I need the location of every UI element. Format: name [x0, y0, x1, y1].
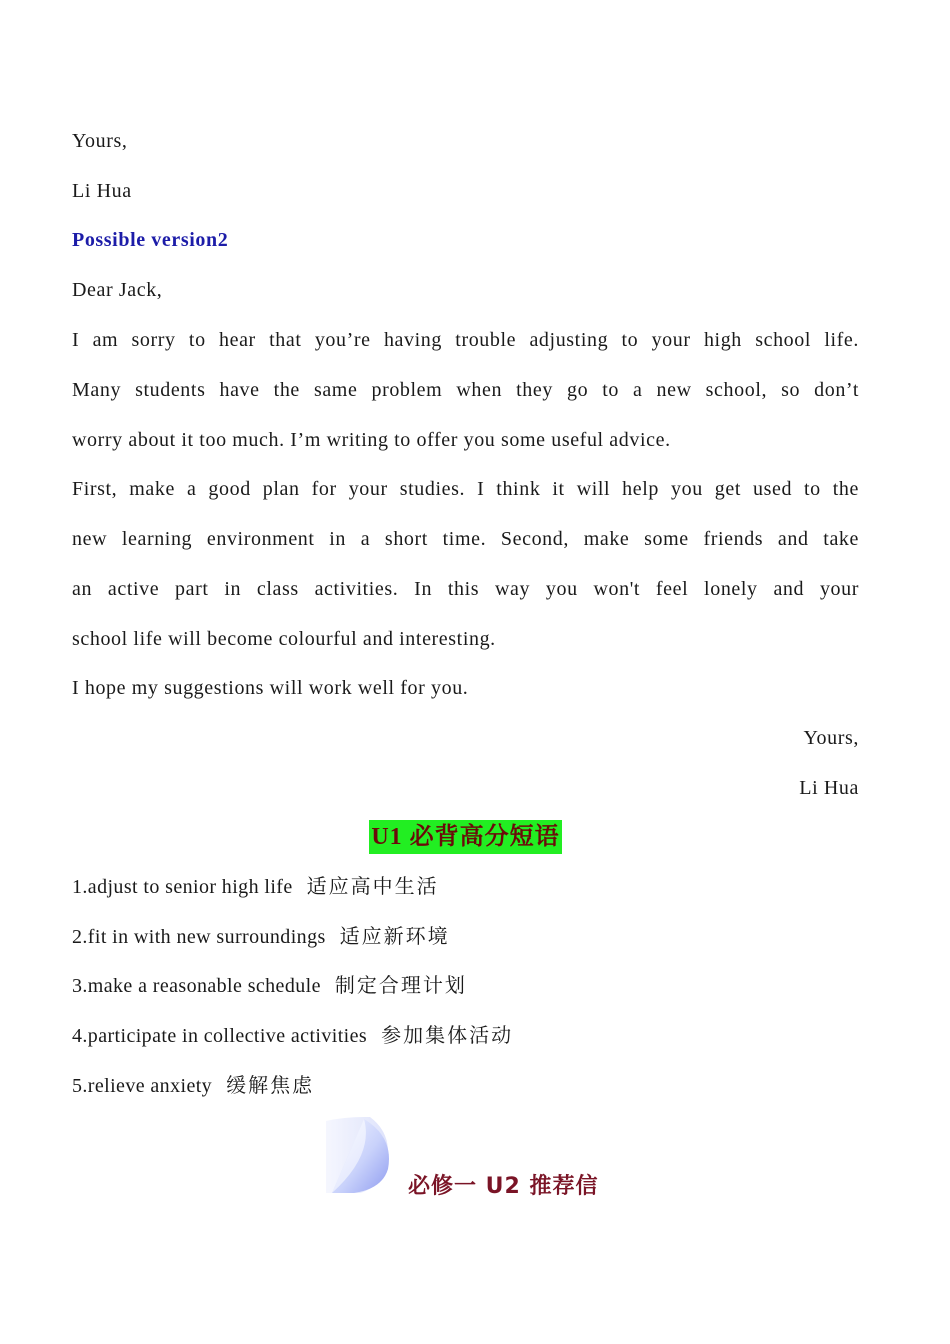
- letter-line: worry about it too much. I’m writing to offer you some useful advice.: [72, 429, 671, 451]
- phrase-english: 4.participate in collective activities: [72, 1025, 368, 1047]
- letter-line: new learning environment in a short time. Second, make some friends and take: [72, 528, 859, 550]
- letter-line: an active part in class activities. In this way you won't feel lonely and your: [72, 578, 859, 600]
- letter-line: school life will become colourful and interesting.: [72, 628, 496, 650]
- next-section-title: 必修一 U2 推荐信: [408, 1174, 599, 1199]
- version-heading: Possible version2: [72, 229, 229, 251]
- letter-sign-off: Yours,: [803, 727, 859, 749]
- closing-name: Li Hua: [72, 180, 132, 202]
- letter-salutation: Dear Jack,: [72, 279, 163, 301]
- phrase-english: 1.adjust to senior high life: [72, 876, 293, 898]
- letter-line: Many students have the same problem when they go to a new school, so don’t: [72, 379, 859, 401]
- phrase-item: [72, 1023, 513, 1049]
- phrase-chinese: 适应高中生活: [306, 876, 439, 898]
- phrases-title: U1 必背高分短语: [369, 820, 561, 854]
- page-curl-icon: [324, 1115, 396, 1195]
- phrase-item: [72, 973, 467, 999]
- phrase-chinese: 适应新环境: [339, 926, 450, 948]
- closing-sign-off: Yours,: [72, 130, 128, 152]
- letter-line: I hope my suggestions will work well for you.: [72, 677, 469, 699]
- phrase-item: [72, 924, 450, 950]
- letter-signature: Li Hua: [799, 777, 859, 799]
- phrase-chinese: 制定合理计划: [334, 975, 467, 997]
- phrase-item: [72, 1073, 314, 1099]
- phrase-item: [72, 874, 439, 900]
- phrase-english: 2.fit in with new surroundings: [72, 926, 326, 948]
- letter-line: I am sorry to hear that you’re having trouble adjusting to your high school life.: [72, 329, 859, 351]
- letter-line: First, make a good plan for your studies. I think it will help you get used to the: [72, 478, 859, 500]
- phrase-english: 5.relieve anxiety: [72, 1075, 213, 1097]
- phrase-english: 3.make a reasonable schedule: [72, 975, 321, 997]
- phrases-title-wrapper: [72, 820, 859, 854]
- phrase-chinese: 参加集体活动: [381, 1025, 514, 1047]
- phrase-chinese: 缓解焦虑: [226, 1075, 315, 1097]
